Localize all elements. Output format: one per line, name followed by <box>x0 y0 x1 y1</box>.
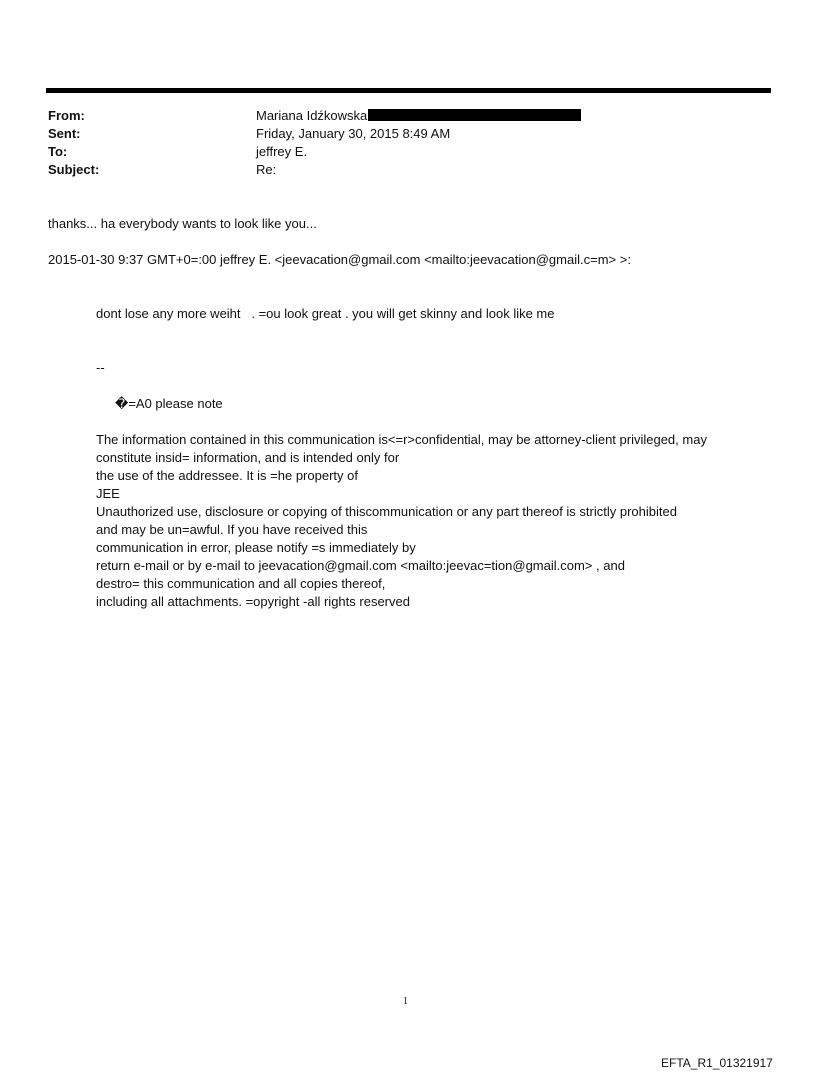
sent-value: Friday, January 30, 2015 8:49 AM <box>256 126 451 141</box>
disclaimer-line: communication in error, please notify =s immediately by <box>96 540 416 555</box>
subject-label: Subject: <box>48 162 100 177</box>
from-label: From: <box>48 108 85 123</box>
from-name: Mariana Idźkowska <box>256 108 368 123</box>
subject-value: Re: <box>256 162 277 177</box>
disclaimer-line: The information contained in this communication is<=r>confidential, may be attorney-client privileged, may <box>96 432 707 447</box>
disclaimer-line: and may be un=awful. If you have received this <box>96 522 368 537</box>
to-label: To: <box>48 144 68 159</box>
document-id: EFTA_R1_01321917 <box>661 1056 773 1070</box>
disclaimer-line: destro= this communication and all copies thereof, <box>96 576 386 591</box>
disclaimer-line: JEE <box>96 486 120 501</box>
disclaimer-line: constitute insid= information, and is intended only for <box>96 450 400 465</box>
disclaimer-line: including all attachments. =opyright -all rights reserved <box>96 594 410 609</box>
note-line: �=A0 please note <box>115 396 223 411</box>
disclaimer-line: the use of the addressee. It is =he property of <box>96 468 358 483</box>
quote-header: 2015-01-30 9:37 GMT+0=:00 jeffrey E. <jeevacation@gmail.com <mailto:jeevacation@gmail.c=m> >: <box>48 252 631 267</box>
sent-label: Sent: <box>48 126 81 141</box>
quoted-text: dont lose any more weiht . =ou look great . you will get skinny and look like me <box>96 306 555 321</box>
disclaimer-line: return e-mail or by e-mail to jeevacation@gmail.com <mailto:jeevac=tion@gmail.com> , and <box>96 558 625 573</box>
signature-separator: -- <box>96 360 105 375</box>
disclaimer <box>96 431 796 611</box>
reply-text: thanks... ha everybody wants to look like you... <box>48 216 317 231</box>
disclaimer-line: Unauthorized use, disclosure or copying of thiscommunication or any part thereof is strictly prohibited <box>96 504 677 519</box>
page-number: 1 <box>403 996 408 1007</box>
redaction-bar <box>368 109 581 121</box>
header-rule <box>46 88 771 93</box>
from-value <box>256 107 581 125</box>
to-value: jeffrey E. <box>256 144 308 159</box>
